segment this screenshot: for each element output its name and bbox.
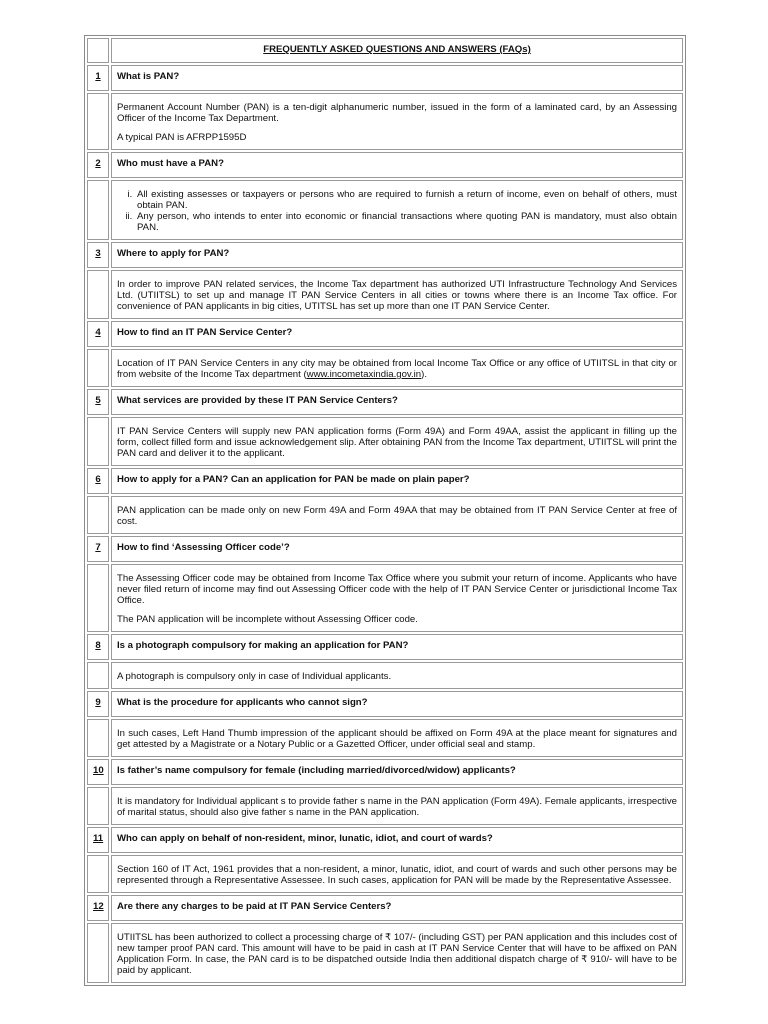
question-row bbox=[87, 152, 683, 178]
question-number: 6 bbox=[87, 468, 109, 494]
answer-row bbox=[87, 417, 683, 466]
question-text: Who must have a PAN? bbox=[111, 152, 683, 178]
answer-spacer bbox=[87, 93, 109, 150]
question-number: 8 bbox=[87, 634, 109, 660]
question-row bbox=[87, 65, 683, 91]
answer-list bbox=[117, 189, 677, 233]
answer-spacer bbox=[87, 564, 109, 632]
question-row bbox=[87, 895, 683, 921]
question-text: Are there any charges to be paid at IT PAN Service Centers? bbox=[111, 895, 683, 921]
question-text: Who can apply on behalf of non-resident, minor, lunatic, idiot, and court of wards? bbox=[111, 827, 683, 853]
answer-spacer bbox=[87, 180, 109, 240]
answer-row bbox=[87, 564, 683, 632]
question-row bbox=[87, 691, 683, 717]
answer-paragraph: IT PAN Service Centers will supply new PAN application forms (Form 49A) and Form 49AA, assist the applicant in filling up the form, collect filled form and issue acknowledgement slip. After obtaining PAN from the Income Tax department, UTIITSL will print the PAN card and deliver it to the applicant. bbox=[117, 426, 677, 459]
question-row bbox=[87, 321, 683, 347]
answer-paragraph: A typical PAN is AFRPP1595D bbox=[117, 132, 247, 143]
question-number: 2 bbox=[87, 152, 109, 178]
answer-paragraph bbox=[117, 358, 677, 380]
answer-text-before-link: Location of IT PAN Service Centers in any city may be obtained from local Income Tax Office or any office of UTIITSL in that city or from website of the Income Tax department ( bbox=[117, 358, 677, 380]
answer-row bbox=[87, 270, 683, 319]
answer-text bbox=[111, 564, 683, 632]
title-spacer bbox=[87, 38, 109, 63]
answer-spacer bbox=[87, 855, 109, 893]
answer-paragraph: In such cases, Left Hand Thumb impression of the applicant should be affixed on Form 49A at the place meant for signatures and get attested by a Magistrate or a Notary Public or a Gazetted Officer, under official seal and stamp. bbox=[117, 728, 677, 750]
answer-paragraph: UTIITSL has been authorized to collect a processing charge of ₹ 107/- (including GST) per PAN application and this includes cost of new tamper proof PAN card. This amount will have to be paid in cash at IT PAN Service Center that will have to be affixed on PAN Application Form. In case, the PAN card is to be dispatched outside India then additional dispatch charge of ₹ 910/- will have to be paid by applicant. bbox=[117, 932, 677, 976]
question-text: How to find ‘Assessing Officer code’? bbox=[111, 536, 683, 562]
answer-spacer bbox=[87, 496, 109, 534]
answer-row bbox=[87, 662, 683, 689]
answer-row bbox=[87, 180, 683, 240]
answer-row bbox=[87, 93, 683, 150]
answer-text bbox=[111, 719, 683, 757]
answer-text bbox=[111, 417, 683, 466]
answer-text bbox=[111, 180, 683, 240]
answer-text bbox=[111, 270, 683, 319]
answer-text bbox=[111, 93, 683, 150]
answer-paragraph: The Assessing Officer code may be obtained from Income Tax Office where you submit your return of income. Applicants who have never filed return of income may find out Assessing Officer code with the help of IT PAN Service Center or jurisdictional Income Tax Office. bbox=[117, 573, 677, 606]
question-text: Is a photograph compulsory for making an application for PAN? bbox=[111, 634, 683, 660]
answer-paragraph: A photograph is compulsory only in case of Individual applicants. bbox=[117, 671, 392, 682]
answer-text bbox=[111, 855, 683, 893]
answer-text bbox=[111, 787, 683, 825]
answer-text bbox=[111, 349, 683, 387]
question-number: 10 bbox=[87, 759, 109, 785]
question-row bbox=[87, 242, 683, 268]
question-row bbox=[87, 389, 683, 415]
question-row bbox=[87, 634, 683, 660]
answer-row bbox=[87, 719, 683, 757]
question-number: 1 bbox=[87, 65, 109, 91]
question-text: How to apply for a PAN? Can an application for PAN be made on plain paper? bbox=[111, 468, 683, 494]
answer-text bbox=[111, 662, 683, 689]
faq-document bbox=[84, 35, 686, 986]
question-text: Is father’s name compulsory for female (including married/divorced/widow) applicants? bbox=[111, 759, 683, 785]
answer-paragraph: The PAN application will be incomplete without Assessing Officer code. bbox=[117, 614, 418, 625]
question-number: 4 bbox=[87, 321, 109, 347]
answer-row bbox=[87, 496, 683, 534]
question-number: 9 bbox=[87, 691, 109, 717]
answer-text bbox=[111, 496, 683, 534]
answer-spacer bbox=[87, 662, 109, 689]
answer-text-after-link: ). bbox=[421, 369, 427, 380]
answer-paragraph: In order to improve PAN related services, the Income Tax department has authorized UTI Infrastructure Technology And Services Ltd. (UTIITSL) to set up and manage IT PAN Service Centers in all cities or towns where there is an Income Tax office. For convenience of PAN applicants in big cities, UTITSL has set up more than one IT PAN Service Center. bbox=[117, 279, 677, 312]
answer-spacer bbox=[87, 719, 109, 757]
faq-table bbox=[84, 35, 686, 986]
answer-row bbox=[87, 787, 683, 825]
question-text: What services are provided by these IT PAN Service Centers? bbox=[111, 389, 683, 415]
list-item: i. All existing assesses or taxpayers or persons who are required to furnish a return of income, even on behalf of others, must obtain PAN. bbox=[135, 189, 677, 211]
answer-paragraph: PAN application can be made only on new Form 49A and Form 49AA that may be obtained from IT PAN Service Center at free of cost. bbox=[117, 505, 677, 527]
answer-paragraph: Permanent Account Number (PAN) is a ten-digit alphanumeric number, issued in the form of a laminated card, by an Assessing Officer of the Income Tax Department. bbox=[117, 102, 677, 124]
answer-spacer bbox=[87, 787, 109, 825]
answer-row bbox=[87, 855, 683, 893]
question-number: 3 bbox=[87, 242, 109, 268]
answer-spacer bbox=[87, 270, 109, 319]
answer-row bbox=[87, 923, 683, 983]
question-row bbox=[87, 536, 683, 562]
answer-row bbox=[87, 349, 683, 387]
answer-paragraph: Section 160 of IT Act, 1961 provides that a non-resident, a minor, lunatic, idiot, and court of wards and such other persons may be represented through a Representative Assessee. In such cases, application for PAN will be made by the Representative Assessee. bbox=[117, 864, 677, 886]
answer-text bbox=[111, 923, 683, 983]
answer-spacer bbox=[87, 417, 109, 466]
question-text: Where to apply for PAN? bbox=[111, 242, 683, 268]
question-row bbox=[87, 468, 683, 494]
answer-spacer bbox=[87, 923, 109, 983]
title-row bbox=[87, 38, 683, 63]
question-number: 7 bbox=[87, 536, 109, 562]
page-title: FREQUENTLY ASKED QUESTIONS AND ANSWERS (FAQs) bbox=[111, 38, 683, 63]
question-number: 11 bbox=[87, 827, 109, 853]
income-tax-website-link[interactable]: www.incometaxindia.gov.in bbox=[306, 369, 422, 380]
question-row bbox=[87, 759, 683, 785]
list-item: ii. Any person, who intends to enter into economic or financial transactions where quoting PAN is mandatory, must also obtain PAN. bbox=[135, 211, 677, 233]
answer-paragraph: It is mandatory for Individual applicant s to provide father s name in the PAN application (Form 49A). Female applicants, irrespective of marital status, should also give father s name in the PAN application. bbox=[117, 796, 677, 818]
answer-spacer bbox=[87, 349, 109, 387]
question-text: How to find an IT PAN Service Center? bbox=[111, 321, 683, 347]
question-number: 5 bbox=[87, 389, 109, 415]
question-text: What is PAN? bbox=[111, 65, 683, 91]
question-row bbox=[87, 827, 683, 853]
question-text: What is the procedure for applicants who cannot sign? bbox=[111, 691, 683, 717]
question-number: 12 bbox=[87, 895, 109, 921]
